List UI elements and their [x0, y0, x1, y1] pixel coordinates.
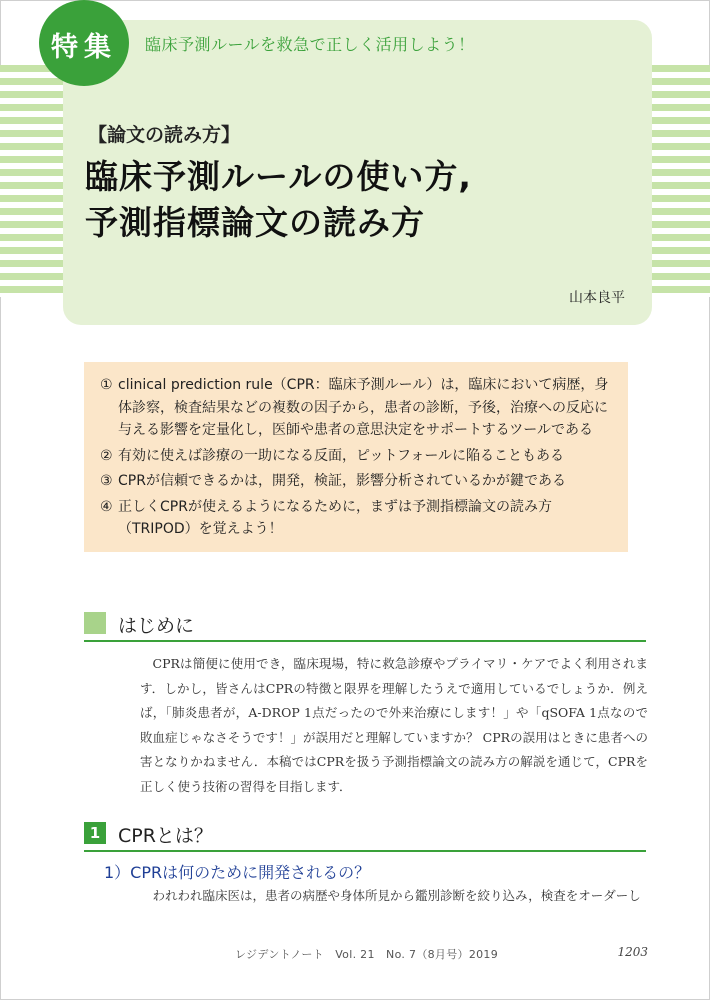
key-point: [100, 496, 616, 541]
subsection-title: 1）CPRは何のために開発されるの？: [104, 863, 371, 882]
feature-title: 臨床予測ルールを救急で正しく活用しよう！: [145, 35, 475, 54]
article-title-line-1: 臨床予測ルールの使い方,: [85, 157, 472, 196]
key-point-number: ③: [100, 473, 113, 489]
key-point: [100, 374, 616, 442]
key-point-text: 有効に使えば診療の一助になる反面，ピットフォールに陥ることもある: [118, 447, 565, 464]
section-heading-intro: [84, 612, 646, 642]
article-title: [85, 154, 625, 246]
key-point-text: 正しくCPRが使えるようになるために，まずは予測指標論文の読み方（TRIPOD）を覚えよう！: [118, 498, 552, 537]
key-point-number: ②: [100, 447, 113, 464]
key-point-number: ④: [100, 498, 113, 515]
key-point-number: ①: [100, 377, 113, 393]
author-name: 山本良平: [569, 290, 625, 306]
section-marker-square: [84, 612, 106, 634]
page-number: 1203: [617, 945, 648, 959]
intro-paragraph: CPRは簡便に使用でき，臨床現場，特に救急診療やプライマリ・ケアでよく利用されます．しかし，皆さんはCPRの特徴と限界を理解したうえで適用しているでしょうか．例えば，「肺炎患者が，A-DROP 1点だったので外来治療にします！」や「qSOFA 1点なので敗血症じゃなさそうです！」が誤用だと理解していますか？ CPRの誤用はときに患者への害となりかねません．本稿ではCPRを扱う予測指標論文の読み方の解説を通じて，CPRを正しく使う技術の習得を目指します．: [140, 656, 648, 794]
section-title-1: CPRとは？: [118, 825, 213, 847]
key-point-text: clinical prediction rule（CPR：臨床予測ルール）は，臨床において病歴，身体診察，検査結果などの複数の因子から，患者の診断，予後，治療への反応に与える影響を定量化し，医師や患者の意思決定をサポートするツールである: [118, 377, 609, 438]
decorative-stripes-right: [652, 65, 710, 297]
key-point: [100, 445, 616, 468]
section-heading-1: [84, 822, 646, 852]
key-point: [100, 470, 616, 493]
section-title-intro: はじめに: [118, 615, 195, 637]
feature-badge-label: 特集: [51, 32, 117, 63]
section-1-paragraph: われわれ臨床医は，患者の病歴や身体所見から鑑別診断を絞り込み，検査をオーダーし: [152, 888, 641, 903]
journal-footer: レジデントノート Vol. 21 No. 7（8月号）2019: [235, 948, 499, 961]
article-title-line-2: 予測指標論文の読み方: [85, 203, 425, 242]
article-category: 【論文の読み方】: [88, 124, 241, 146]
key-points-box: [84, 362, 628, 552]
decorative-stripes-left: [0, 65, 63, 297]
section-number-badge: 1: [84, 822, 106, 844]
key-point-text: CPRが信頼できるかは，開発，検証，影響分析されているかが鍵である: [118, 473, 566, 489]
